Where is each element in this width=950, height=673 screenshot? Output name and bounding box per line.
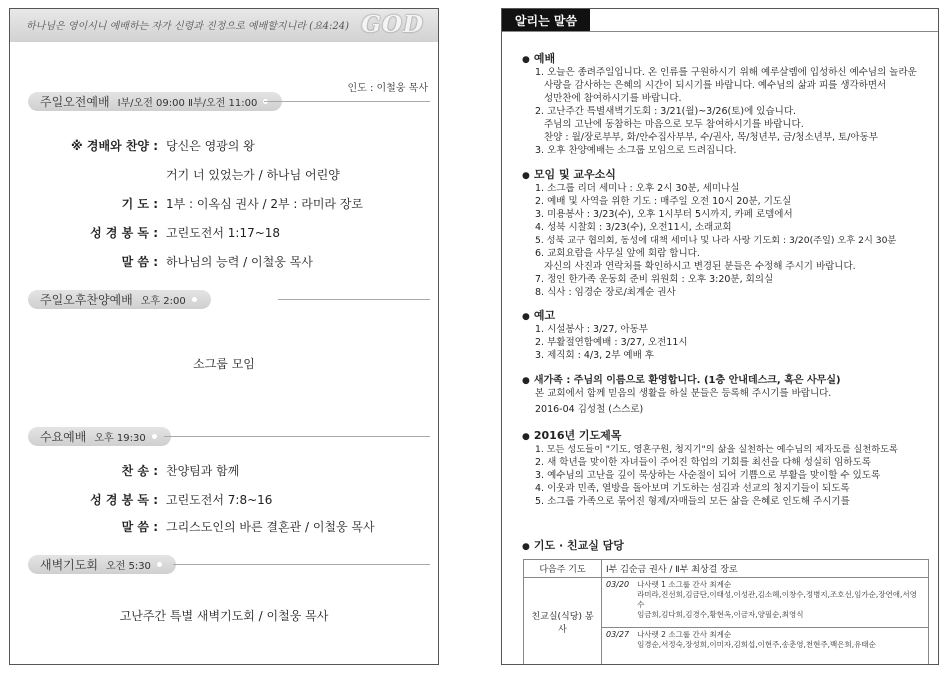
duty-table [523,559,929,665]
section-heading: ● 예배 [522,52,556,65]
table-row [524,578,929,628]
list-item: 3. 예수님의 고난을 깊이 묵상하는 사순절이 되어 기쁨으로 부활을 맞이할 수 있도록 [535,470,881,481]
list-item: 사랑을 감사하는 은혜의 시간이 되시기를 바랍니다. 예수님의 삶과 피를 생각하면서 [544,80,887,91]
bullet-icon: ● [522,542,530,552]
member-list: 임경순,서정숙,장성희,이미자,김희섭,이현주,송춘영,천현주,백은희,유태순 [637,640,876,649]
divider [173,564,430,565]
announcements-panel [501,8,939,665]
bullet-icon: ● [522,171,530,181]
afternoon-service-header [28,290,439,309]
morning-service-header [28,92,439,111]
divider [264,101,430,102]
section-heading: ● 2016년 기도제목 [522,429,622,442]
wednesday-service-header [28,427,439,446]
worship-row: 말 씀 : 그리스도인의 바른 결혼관 / 이철웅 목사 [121,520,375,534]
god-logo: GOD [361,11,424,38]
list-item: 주님의 고난에 동참하는 마음으로 모두 참여하시기를 바랍니다. [544,119,804,130]
list-item: 5. 성북 교구 협의회, 동성에 대책 세미나 및 나라 사랑 기도회 : 3/20(주일) 오후 2시 30분 [535,235,897,246]
section-time: 오후 19:30 [94,433,146,444]
worship-row: 성 경 봉 독 : 고린도전서 7:8~16 [90,493,273,507]
bullet-icon: ● [522,432,530,442]
section-title: 수요예배 [40,430,87,444]
section-title: 주일오후찬양예배 [40,293,133,307]
afternoon-content: 소그룹 모임 [193,357,255,371]
divider [502,31,938,32]
section-title: 주일오전예배 [40,95,110,109]
dawn-service-header [28,555,439,574]
list-item: 2016-04 김성철 (스스로) [535,404,644,415]
list-item: 자신의 사진과 연락처를 확인하시고 변경된 분들은 수정해 주시기 바랍니다. [544,261,856,272]
list-item: 4. 이웃과 민족, 열방을 돌아보며 기도하는 섬김과 선교의 청지기들이 되도록 [535,483,850,494]
announcements-title: 알리는 말씀 [502,9,590,31]
list-item: 성만찬에 참여하시기를 바랍니다. [544,93,682,104]
leader-text: 인도 : 이철웅 목사 [347,83,428,94]
list-item: 4. 성북 시찰회 : 3/23(수), 오전11시, 소래교회 [535,222,732,233]
list-item: 본 교회에서 함께 믿음의 생활을 하실 분들은 등록해 주시기를 바랍니다. [535,388,832,399]
group-title: 나사렛 2 소그룹 간사 최계순 [637,630,732,639]
dot-icon [157,562,162,567]
list-item: 2. 새 학년을 맞이한 자녀들이 주어진 학업의 기회를 최선을 다해 성실히 임하도록 [535,457,871,468]
worship-row: ※ 경배와 찬양 : 당신은 영광의 왕 [71,139,255,153]
bullet-icon: ● [522,376,530,386]
section-heading: ● 새가족 : 주님의 이름으로 환영합니다. (1층 안내데스크, 혹은 사무실) [522,375,841,386]
list-item: 찬양 : 월/장로부부, 화/안수집사부부, 수/권사, 목/청년부, 금/청소년부, 토/아동부 [544,132,878,143]
list-item: 3. 미용봉사 : 3/23(수), 오후 1시부터 5시까지, 카페 로뎀에서 [535,209,793,220]
bullet-icon: ● [522,312,530,322]
list-item: 2. 예배 및 사역을 위한 기도 : 매주일 오전 10시 20분, 기도실 [535,196,792,207]
worship-row: 말 씀 : 하나님의 능력 / 이철웅 목사 [121,255,313,269]
worship-row: 성 경 봉 독 : 고린도전서 1:17~18 [90,226,281,240]
table-cell: 03/20 [602,578,634,628]
dawn-content: 고난주간 특별 새벽기도회 / 이철웅 목사 [119,609,329,623]
section-time: 오후 2:00 [140,296,186,307]
list-item: 2. 부활절연합예배 : 3/27, 오전11시 [535,337,688,348]
list-item: 5. 소그룹 가족으로 묶어진 형제/자매들의 모든 삶을 은혜로 인도해 주시기를 [535,496,850,507]
list-item: 6. 교회요람을 사무실 앞에 회람 합니다. [535,248,700,259]
table-cell [633,628,928,666]
table-cell: 다음주 기도 [524,560,602,578]
section-heading: ● 모임 및 교우소식 [522,168,616,181]
worship-row: 기 도 : 1부 : 이옥심 권사 / 2부 : 라미라 장로 [121,197,364,211]
worship-order-panel [9,8,439,665]
list-item: 3. 제직회 : 4/3, 2부 예배 후 [535,350,654,361]
worship-row: 거기 너 있었는가 / 하나님 어린양 [166,168,340,182]
section-heading: ● 기도 · 친교실 담당 [522,539,624,552]
dot-icon [152,434,157,439]
list-item: 1. 소그룹 리더 세미나 : 오후 2시 30분, 세미나실 [535,183,740,194]
section-heading: ● 예고 [522,309,556,322]
divider [278,299,430,300]
dot-icon [192,297,197,302]
table-cell: 친교실(식당) 봉사 [524,578,602,666]
verse-banner [10,9,438,42]
list-item: 2. 고난주간 특별새벽기도회 : 3/21(월)~3/26(토)에 있습니다. [535,106,797,117]
section-time: 오전 5:30 [105,561,151,572]
table-cell [633,578,928,628]
member-list: 임금희,김다희,김경수,황현옥,이금자,양필순,최영식 [637,610,804,619]
verse-text: 하나님은 영이시니 예배하는 자가 신령과 진정으로 예배할지니라 (요4:24) [26,21,349,32]
section-time: Ⅰ부/오전 09:00 Ⅱ부/오전 11:00 [117,98,258,109]
table-cell: 03/27 [602,628,634,666]
list-item: 1. 시설봉사 : 3/27, 아동부 [535,324,648,335]
list-item: 3. 오후 찬양예배는 소그룹 모임으로 드려집니다. [535,145,737,156]
list-item: 1. 모든 성도들이 "기도, 영혼구원, 청지기"의 삶을 실천하는 예수님의 제자도를 실천하도록 [535,444,898,455]
group-title: 나사렛 1 소그룹 간사 최계순 [637,580,732,589]
list-item: 8. 식사 : 임경순 장로/최계순 권사 [535,287,676,298]
section-title: 새벽기도회 [40,558,98,572]
bullet-icon: ● [522,55,530,65]
member-list: 라미라,진선희,김금단,이태성,이성관,김소혜,이창수,정병지,조호선,임가순,장연애,서영수 [637,590,917,609]
list-item: 7. 정인 한가족 운동회 준비 위원회 : 오후 3:20분, 회의실 [535,274,774,285]
worship-row: 찬 송 : 찬양팀과 함께 [121,464,240,478]
table-cell: Ⅰ부 김순금 권사 / Ⅱ부 최상걸 장로 [602,560,929,578]
divider [164,436,430,437]
table-row [524,560,929,578]
list-item: 1. 오늘은 종려주일입니다. 온 인류를 구원하시기 위해 예루살렘에 입성하신 예수님의 놀라운 [535,67,917,78]
